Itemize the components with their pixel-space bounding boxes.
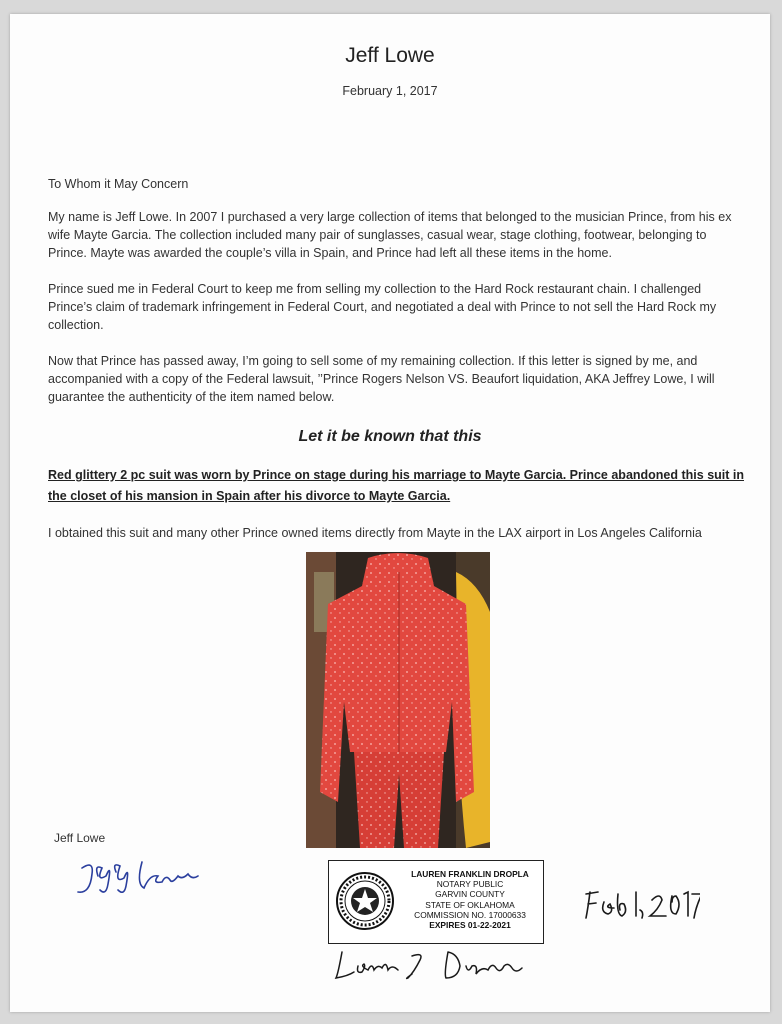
salutation: To Whom it May Concern <box>48 177 189 191</box>
item-description: Red glittery 2 pc suit was worn by Prince on stage during his marriage to Mayte Garcia. Prince abandoned this suit in the closet of his mansion in Spain after his divorce to Mayte Garcia. <box>48 468 744 503</box>
notary-title: NOTARY PUBLIC <box>436 879 504 890</box>
stamp-text <box>399 869 541 930</box>
notary-stamp <box>328 860 544 944</box>
letter-date: February 1, 2017 <box>342 84 438 98</box>
letter-title: Jeff Lowe <box>345 44 435 67</box>
paragraph-3: Now that Prince has passed away, I’m going to sell some of my remaining collection. If this letter is signed by me, and accompanied with a copy of the Federal lawsuit, ’’Prince Rogers Nelson VS. Beaufort liquidation, AKA Jeffrey Lowe, I will guarantee the authenticity of the item named below. <box>48 354 715 404</box>
section-heading: Let it be known that this <box>298 428 482 445</box>
notary-name: LAUREN FRANKLIN DROPLA <box>411 869 529 879</box>
notary-signature <box>328 944 588 984</box>
letter-page <box>10 14 770 1012</box>
signer-printed-name: Jeff Lowe <box>54 831 106 845</box>
jeff-lowe-signature <box>72 854 212 898</box>
suit-photo-image <box>306 552 490 848</box>
notary-handwritten-signature <box>328 944 588 984</box>
notary-county: GARVIN COUNTY <box>435 889 505 900</box>
paragraph-1: My name is Jeff Lowe. In 2007 I purchased a very large collection of items that belonged to the musician Prince, from his ex wife Mayte Garcia. The collection included many pair of sunglasses, casual wear, stage clothing, footwear, belonging to Prince. Mayte was awarded the couple’s villa in Spain, and Prince had left all these items in the home. <box>48 210 732 260</box>
notary-expires: EXPIRES 01-22-2021 <box>429 920 511 931</box>
handwritten-signature <box>72 854 212 898</box>
notary-state: STATE OF OKLAHOMA <box>425 899 515 910</box>
state-seal-icon <box>335 871 395 931</box>
paragraph-2: Prince sued me in Federal Court to keep me from selling my collection to the Hard Rock restaurant chain. I challenged Prince’s claim of trademark infringement in Federal Court, and negotiated a deal with Prince to not sell the Hard Rock my collection. <box>48 282 717 332</box>
obtained-statement: I obtained this suit and many other Prince owned items directly from Mayte in the LAX airport in Los Angeles California <box>48 526 702 540</box>
notary-commission: COMMISSION NO. 17000633 <box>414 909 526 920</box>
handwritten-date-marks <box>580 884 700 924</box>
red-glittery-suit-photo <box>306 552 490 848</box>
handwritten-date <box>580 884 700 924</box>
